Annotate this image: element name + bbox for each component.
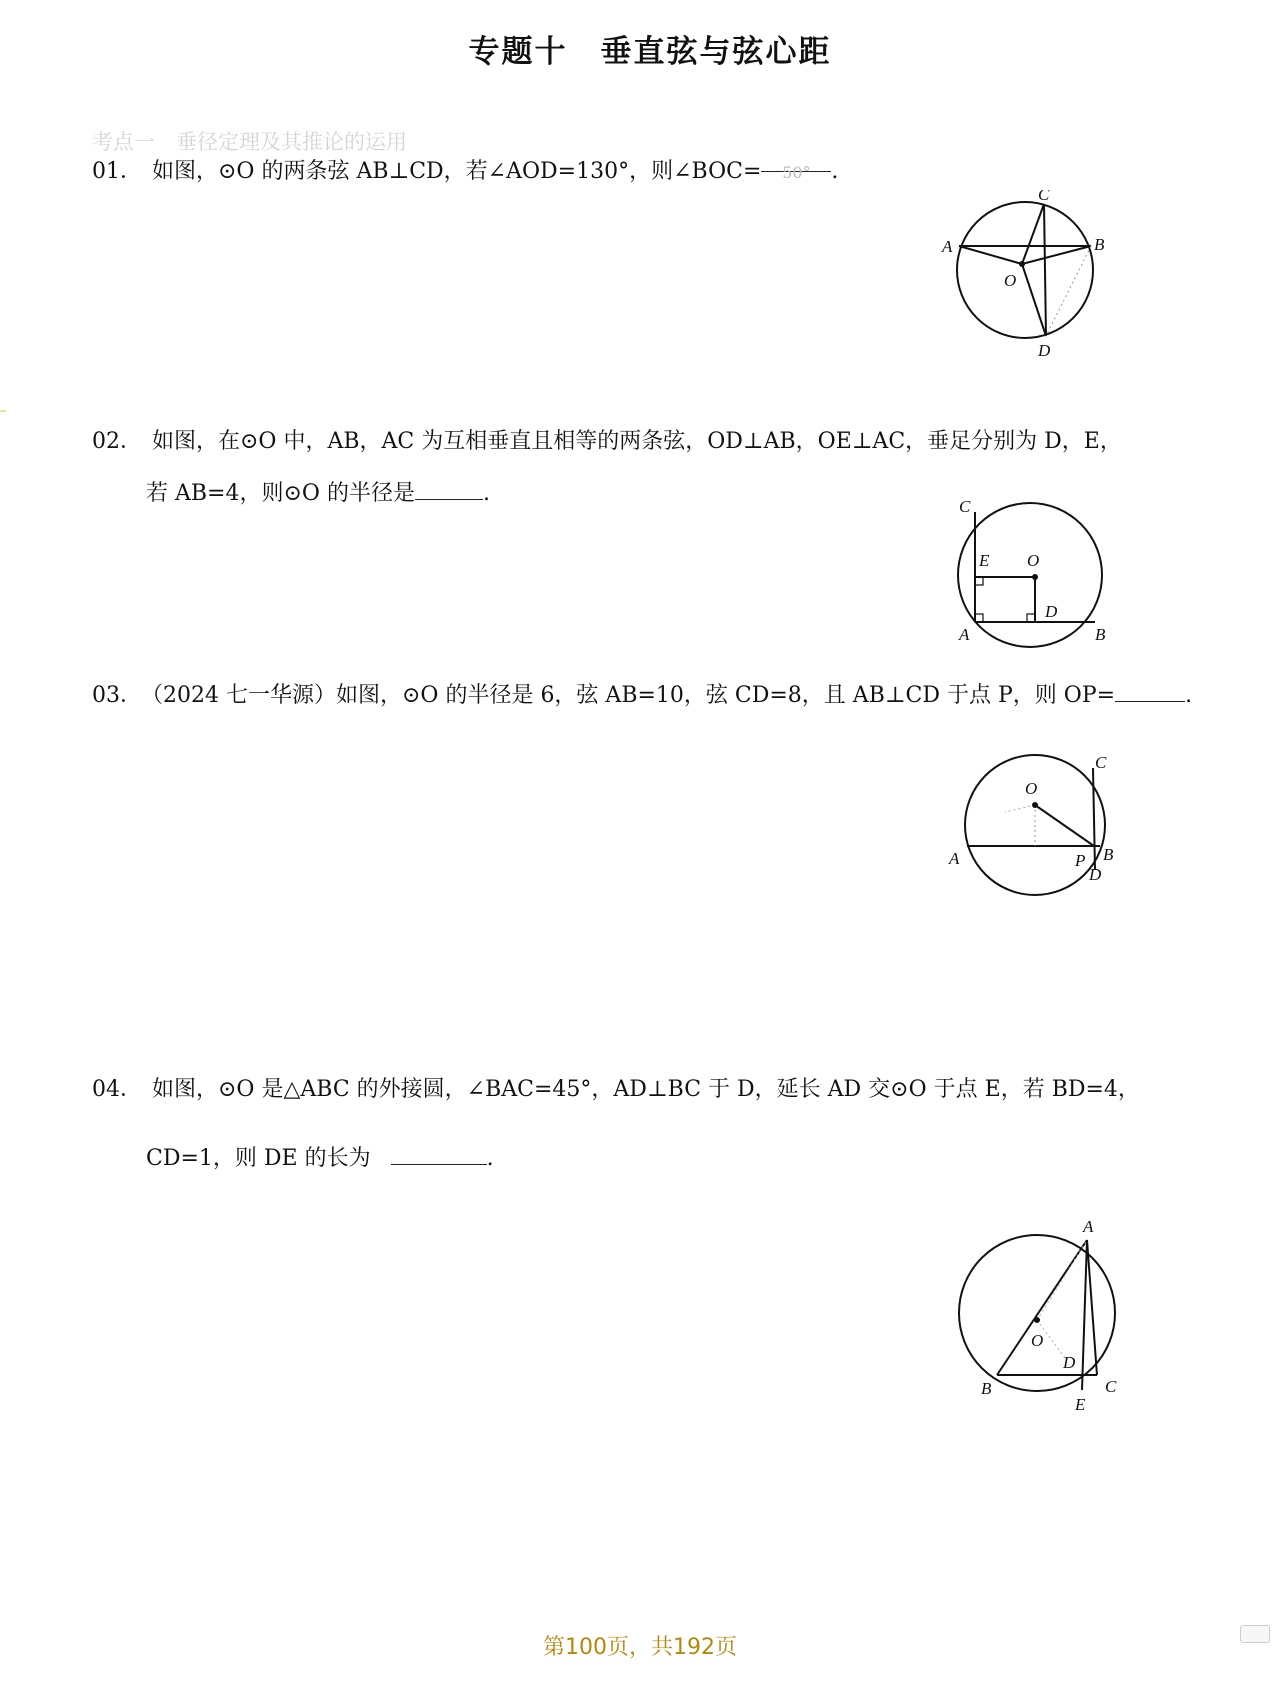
- label-e: E: [979, 551, 990, 570]
- question-1: [92, 146, 838, 198]
- label-e: E: [1075, 1395, 1086, 1414]
- question-tail: .: [482, 481, 490, 506]
- question-text-line-1: 如图，在⊙O 中，AB，AC 为互相垂直且相等的两条弦，OD⊥AB，OE⊥AC，垂足分别为 D，E，: [152, 429, 1122, 454]
- label-d: D: [1089, 865, 1102, 884]
- label-o: O: [1027, 551, 1040, 570]
- label-c: C: [1095, 753, 1107, 772]
- label-b: B: [1094, 235, 1105, 254]
- answer-blank[interactable]: [1115, 677, 1185, 702]
- segment-oc: [1022, 204, 1044, 264]
- dashed-oa: [1037, 1240, 1087, 1320]
- page-title: 专题十 垂直弦与弦心距: [468, 34, 832, 70]
- segment-ob: [1022, 246, 1091, 264]
- label-b: B: [981, 1379, 992, 1398]
- dashed-segment: [1005, 805, 1035, 812]
- label-d: D: [1045, 602, 1058, 621]
- label-a: A: [949, 849, 960, 868]
- answer-blank[interactable]: 50°: [761, 147, 831, 172]
- question-2-line-2: [146, 468, 490, 520]
- question-4: [92, 1064, 1140, 1116]
- label-c: C: [1105, 1377, 1117, 1396]
- label-c: C: [1038, 190, 1050, 204]
- figure-3: [945, 750, 1135, 910]
- right-angle-d: [1027, 614, 1035, 622]
- answer-blank[interactable]: [415, 475, 483, 500]
- label-o: O: [1025, 779, 1038, 798]
- label-c: C: [959, 500, 971, 516]
- scroll-handle[interactable]: [1240, 1625, 1270, 1643]
- chord-cd: [1044, 204, 1046, 336]
- label-d: D: [1063, 1353, 1076, 1372]
- question-text: 如图，⊙O 的两条弦 AB⊥CD，若∠AOD=130°，则∠BOC=: [152, 159, 762, 184]
- center-point: [1019, 261, 1025, 267]
- page-indicator: 第100页，共192页: [543, 1635, 737, 1660]
- margin-mark: [0, 410, 6, 412]
- question-3: [92, 670, 1192, 722]
- label-d: D: [1038, 341, 1051, 360]
- label-p: P: [1075, 851, 1086, 870]
- label-o: O: [1031, 1331, 1044, 1350]
- segment-ae: [1082, 1240, 1087, 1390]
- segment-ao: [959, 246, 1022, 264]
- question-text-line-1: 如图，⊙O 是△ABC 的外接圆，∠BAC=45°，AD⊥BC 于 D，延长 AD 交⊙O 于点 E，若 BD=4，: [152, 1077, 1140, 1102]
- label-b: B: [1095, 625, 1106, 644]
- figure-1: [930, 190, 1130, 370]
- label-a: A: [942, 237, 953, 256]
- center-point: [1034, 1317, 1040, 1323]
- right-angle-a: [975, 614, 983, 622]
- center-point: [1032, 574, 1038, 580]
- question-tail: .: [1185, 683, 1193, 708]
- section-heading: 考点一 垂径定理及其推论的运用: [92, 130, 407, 154]
- question-text-line-2: 若 AB=4，则⊙O 的半径是: [146, 481, 415, 506]
- figure-2: [945, 500, 1115, 660]
- question-number: 02．: [92, 429, 142, 454]
- figure-4: [955, 1218, 1155, 1418]
- label-o: O: [1004, 271, 1017, 290]
- question-tail: .: [486, 1146, 494, 1171]
- question-2: [92, 416, 1122, 468]
- label-a: A: [1083, 1218, 1094, 1236]
- label-b: B: [1103, 845, 1114, 864]
- question-text: （2024 七一华源）如图，⊙O 的半径是 6，弦 AB=10，弦 CD=8，且 AB⊥CD 于点 P，则 OP=: [152, 683, 1116, 708]
- right-angle-e: [975, 577, 983, 585]
- question-number: 01．: [92, 159, 142, 184]
- question-text-line-2: CD=1，则 DE 的长为: [146, 1146, 371, 1171]
- label-a: A: [959, 625, 970, 644]
- question-number: 03．: [92, 683, 142, 708]
- question-4-line-2: [146, 1124, 494, 1185]
- segment-od: [1022, 264, 1046, 336]
- chord-cd: [1093, 768, 1095, 870]
- segment-op: [1035, 805, 1094, 846]
- circle-o: [958, 503, 1102, 647]
- center-point: [1032, 802, 1038, 808]
- answer-blank[interactable]: [391, 1124, 487, 1165]
- question-tail: .: [831, 159, 839, 184]
- question-number: 04．: [92, 1077, 142, 1102]
